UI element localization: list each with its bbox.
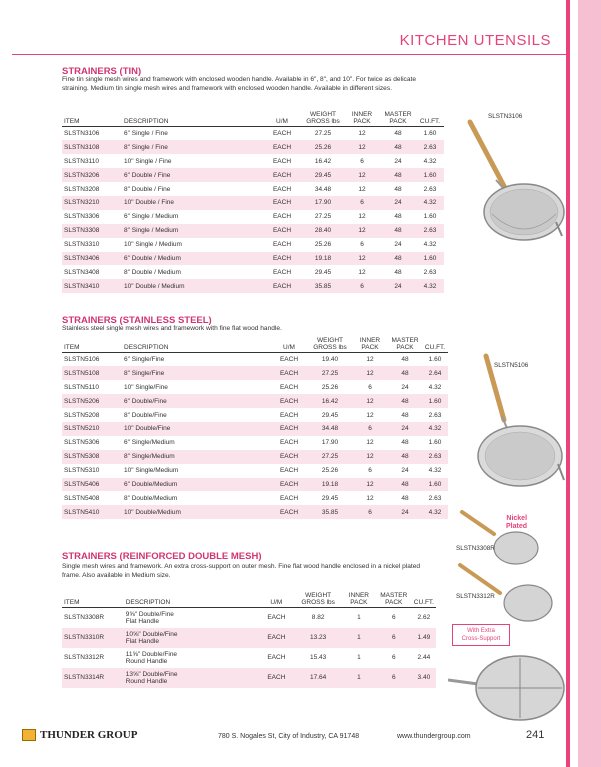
cell-item: SLSTN3308	[62, 224, 122, 238]
cell-cuft: 1.49	[412, 628, 436, 648]
cell-inner-pack: 6	[368, 383, 372, 391]
cell-description: 10" Double / Fine	[122, 196, 262, 210]
cell-cuft: 1.60	[422, 394, 448, 408]
table-row	[62, 182, 444, 196]
table-row	[62, 252, 444, 266]
cell-weight: 29.45	[302, 168, 344, 182]
cell-weight: 19.40	[321, 356, 339, 364]
cell-master-pack: 6	[391, 654, 396, 661]
cell-cuft: 2.62	[417, 614, 431, 622]
section-title-reinforced: STRAINERS (REINFORCED DOUBLE MESH)	[62, 551, 262, 562]
table-row	[62, 224, 444, 238]
cell-master-pack: 48	[388, 450, 422, 464]
cell-weight: 17.90	[302, 196, 344, 210]
table-row	[62, 238, 444, 252]
cell-um: EACH	[279, 439, 299, 447]
col-header-master-pack: MASTER PACK	[388, 337, 422, 353]
cell-um: EACH	[272, 185, 292, 193]
cell-description	[124, 648, 259, 668]
cell-um: EACH	[262, 252, 302, 266]
cell-cuft: 2.44	[417, 654, 431, 661]
cell-um: EACH	[262, 196, 302, 210]
col-header-item: ITEM	[62, 337, 122, 353]
cell-description: 6" Single/Medium	[124, 439, 175, 447]
page-title: KITCHEN UTENSILS	[399, 32, 551, 49]
col-header-description: DESCRIPTION	[122, 337, 270, 353]
table-row	[62, 279, 444, 293]
cell-description: 6" Double / Medium	[122, 252, 262, 266]
cell-inner-pack: 1	[357, 614, 361, 622]
product-label-reinforced-1: SLSTN3308R	[456, 545, 495, 552]
cell-weight: 34.48	[314, 185, 332, 193]
cell-master-pack: 24	[401, 467, 409, 475]
table-row	[62, 265, 444, 279]
cell-inner-pack: 1	[342, 668, 376, 688]
cross-support-callout	[452, 624, 510, 646]
cell-master-pack: 48	[380, 252, 416, 266]
cell-cuft: 1.60	[423, 213, 437, 221]
cell-description	[124, 608, 259, 628]
cell-inner-pack: 6	[360, 157, 364, 165]
cell-um: EACH	[279, 356, 299, 364]
cross-label-line2: Cross-Support	[461, 636, 501, 642]
cell-description: 6" Single / Fine	[124, 130, 168, 138]
cell-cuft: 4.32	[428, 383, 442, 391]
cell-cuft: 3.40	[412, 668, 436, 688]
cell-item: SLSTN5406	[62, 478, 122, 492]
col-header-cuft: CU.FT.	[416, 111, 444, 127]
cell-weight: 17.64	[294, 668, 342, 688]
cell-cuft: 4.32	[416, 196, 444, 210]
cell-inner-pack: 12	[352, 394, 388, 408]
cell-um: EACH	[270, 478, 308, 492]
spec-table-reinforced	[62, 592, 436, 688]
cell-um: EACH	[270, 394, 308, 408]
table-row	[62, 408, 448, 422]
cell-description: 8" Double/Medium	[124, 494, 178, 502]
cell-item: SLSTN3206	[62, 168, 122, 182]
cell-master-pack: 24	[380, 196, 416, 210]
cell-master-pack: 48	[380, 224, 416, 238]
cell-item: SLSTN3408	[64, 268, 100, 276]
table-row	[62, 464, 448, 478]
col-header-um: U/M	[262, 111, 302, 127]
col-header-cuft: CU.FT.	[412, 592, 436, 608]
col-header-weight: WEIGHT GROSS lbs	[294, 592, 342, 608]
cell-cuft: 2.63	[422, 450, 448, 464]
cell-item: SLSTN3110	[64, 157, 99, 165]
cell-cuft: 4.32	[428, 467, 442, 475]
pink-side-bar	[578, 0, 601, 767]
cross-label-line1: With Extra	[467, 628, 495, 634]
cell-weight: 16.42	[314, 157, 332, 165]
cell-cuft: 4.32	[422, 422, 448, 436]
cell-item: SLSTN5108	[62, 366, 122, 380]
cell-inner-pack: 12	[352, 366, 388, 380]
col-header-description: DESCRIPTION	[122, 111, 262, 127]
cell-master-pack: 24	[388, 505, 422, 519]
cell-cuft: 4.32	[422, 505, 448, 519]
cell-inner-pack: 1	[357, 654, 361, 661]
cell-master-pack: 24	[401, 383, 409, 391]
cell-weight: 25.26	[321, 467, 339, 475]
cell-inner-pack: 12	[366, 439, 374, 447]
table-row	[62, 648, 436, 668]
table-row	[62, 196, 444, 210]
cell-cuft: 1.60	[428, 439, 442, 447]
cell-description: 8" Single/Fine	[122, 366, 270, 380]
cell-um: EACH	[272, 213, 292, 221]
col-header-master-pack: MASTER PACK	[380, 111, 416, 127]
cell-cuft: 2.64	[422, 366, 448, 380]
cell-cuft: 2.63	[416, 140, 444, 154]
cell-master-pack: 48	[394, 185, 402, 193]
description-line-1: 13⅝" Double/Fine	[125, 670, 178, 678]
cell-cuft: 4.32	[423, 241, 437, 249]
col-header-inner-pack: INNER PACK	[352, 337, 388, 353]
cell-weight: 17.90	[321, 439, 339, 447]
cell-cuft: 1.60	[416, 168, 444, 182]
cell-weight: 35.85	[308, 505, 352, 519]
cell-item: SLSTN5306	[64, 439, 100, 447]
cell-item: SLSTN3306	[64, 213, 100, 221]
cell-master-pack: 48	[394, 130, 402, 138]
cell-inner-pack: 12	[344, 140, 380, 154]
cell-weight: 27.25	[314, 130, 332, 138]
brand-logo	[22, 729, 137, 741]
cell-inner-pack: 6	[368, 467, 372, 475]
section-title-stainless: STRAINERS (STAINLESS STEEL)	[62, 315, 212, 326]
cell-um: EACH	[267, 654, 286, 661]
cell-um: EACH	[279, 467, 299, 475]
cell-master-pack: 48	[380, 140, 416, 154]
strainer-image-tin	[458, 118, 568, 248]
cell-master-pack: 24	[380, 279, 416, 293]
table-row	[62, 154, 444, 168]
cell-description: 10" Double / Medium	[122, 279, 262, 293]
cell-master-pack: 48	[388, 394, 422, 408]
cell-description	[124, 668, 259, 688]
cell-um: EACH	[267, 614, 286, 622]
cell-weight: 13.23	[294, 628, 342, 648]
cell-inner-pack: 12	[352, 478, 388, 492]
table-row	[62, 478, 448, 492]
col-header-inner-pack: INNER PACK	[342, 592, 376, 608]
product-label-tin: SLSTN3106	[488, 113, 523, 120]
cell-item: SLSTN3314R	[62, 668, 124, 688]
cell-item: SLSTN5410	[62, 505, 122, 519]
cell-um: EACH	[272, 157, 292, 165]
nickel-label-line1: Nickel	[506, 515, 528, 522]
page-number: 241	[526, 729, 545, 741]
cell-um: EACH	[270, 422, 308, 436]
cell-master-pack: 24	[394, 241, 402, 249]
cell-master-pack: 48	[394, 268, 402, 276]
cell-description: 8" Double / Medium	[124, 268, 181, 276]
cell-inner-pack: 6	[344, 196, 380, 210]
cell-item: SLSTN3310R	[62, 628, 124, 648]
cell-weight: 28.40	[302, 224, 344, 238]
cell-description: 8" Double/Fine	[124, 411, 167, 419]
table-row	[62, 353, 448, 367]
cell-um: EACH	[262, 224, 302, 238]
cell-master-pack: 48	[388, 366, 422, 380]
spec-table-tin	[62, 111, 444, 293]
cell-um: EACH	[279, 494, 299, 502]
cell-inner-pack: 12	[344, 168, 380, 182]
section-description-tin: Fine tin single mesh wires and framework with enclosed wooden handle. Available in 6", 8", and 10". For twice as delicate straining. Medium tin single mesh wires and framework with enclosed wooden handle. Available in different sizes.	[62, 76, 416, 92]
cell-weight: 16.42	[308, 394, 352, 408]
description-line-2: Flat Handle	[125, 617, 159, 625]
col-header-item: ITEM	[62, 111, 122, 127]
cell-weight: 35.85	[302, 279, 344, 293]
col-header-item: ITEM	[62, 592, 124, 608]
cell-master-pack: 48	[401, 439, 409, 447]
description-line-2: Round Handle	[125, 677, 168, 685]
cell-master-pack: 48	[401, 494, 409, 502]
table-row	[62, 127, 444, 141]
cell-weight: 29.45	[314, 268, 332, 276]
cell-weight: 19.18	[302, 252, 344, 266]
cell-description: 8" Single/Medium	[122, 450, 270, 464]
cell-description: 6" Double/Fine	[122, 394, 270, 408]
table-row	[62, 668, 436, 688]
cell-master-pack: 6	[376, 668, 412, 688]
cell-um: EACH	[270, 450, 308, 464]
cell-description: 10" Single / Fine	[124, 157, 172, 165]
cell-description: 10" Single/Medium	[124, 467, 179, 475]
cell-inner-pack: 12	[366, 356, 374, 364]
footer-website[interactable]: www.thundergroup.com	[397, 733, 471, 740]
col-header-inner-pack: INNER PACK	[344, 111, 380, 127]
strainer-image-reinforced-2	[456, 555, 556, 625]
footer-address: 780 S. Nogales St, City of Industry, CA 91748	[218, 733, 360, 740]
cell-master-pack: 24	[388, 422, 422, 436]
cell-item: SLSTN3308R	[64, 614, 105, 622]
cell-master-pack: 48	[388, 478, 422, 492]
cell-description: 8" Single / Medium	[122, 224, 262, 238]
cell-description: 10" Single/Fine	[124, 383, 168, 391]
cell-weight: 15.43	[309, 654, 327, 661]
cell-um: EACH	[279, 383, 299, 391]
col-header-weight: WEIGHT GROSS lbs	[308, 337, 352, 353]
cell-cuft: 2.63	[428, 494, 442, 502]
cell-inner-pack: 1	[342, 628, 376, 648]
cell-item: SLSTN5206	[62, 394, 122, 408]
table-row	[62, 140, 444, 154]
cell-item: SLSTN3310	[64, 241, 100, 249]
cell-inner-pack: 12	[344, 224, 380, 238]
cell-item: SLSTN5310	[64, 467, 100, 475]
cell-item: SLSTN5308	[62, 450, 122, 464]
cell-inner-pack: 12	[358, 213, 366, 221]
cell-item: SLSTN5110	[64, 383, 99, 391]
cell-um: EACH	[262, 279, 302, 293]
table-row	[62, 628, 436, 648]
cell-weight: 27.25	[308, 366, 352, 380]
spec-table-stainless	[62, 337, 448, 519]
cell-item: SLSTN3410	[62, 279, 122, 293]
cell-inner-pack: 6	[360, 241, 364, 249]
cell-weight: 27.25	[308, 450, 352, 464]
cell-weight: 19.18	[308, 478, 352, 492]
cell-item: SLSTN3312R	[64, 654, 105, 661]
cell-um: EACH	[258, 668, 294, 688]
cell-description: 6" Double / Fine	[122, 168, 262, 182]
cell-um: EACH	[270, 366, 308, 380]
cell-master-pack: 48	[394, 213, 402, 221]
cell-description: 6" Double/Medium	[122, 478, 270, 492]
cell-um: EACH	[272, 130, 292, 138]
table-row	[62, 168, 444, 182]
cell-description: 6" Single / Medium	[124, 213, 179, 221]
table-row	[62, 608, 436, 628]
description-line-2: Flat Handle	[125, 637, 159, 645]
cell-master-pack: 24	[394, 157, 402, 165]
cell-cuft: 1.60	[423, 130, 437, 138]
cell-weight: 25.26	[321, 383, 339, 391]
cell-um: EACH	[262, 140, 302, 154]
cell-inner-pack: 6	[344, 279, 380, 293]
cell-cuft: 1.60	[428, 356, 442, 364]
cell-master-pack: 48	[401, 411, 409, 419]
cell-description: 10" Single / Medium	[124, 241, 182, 249]
table-row	[62, 422, 448, 436]
cell-weight: 25.26	[302, 140, 344, 154]
cell-description: 6" Single/Fine	[124, 356, 165, 364]
col-header-master-pack: MASTER PACK	[376, 592, 412, 608]
cell-description: 8" Double / Fine	[124, 185, 171, 193]
cell-inner-pack: 12	[352, 450, 388, 464]
cell-master-pack: 6	[391, 614, 396, 622]
cell-master-pack: 48	[401, 356, 409, 364]
strainer-image-cross-support	[448, 650, 566, 722]
cell-weight: 27.25	[314, 213, 332, 221]
product-label-stainless: SLSTN5106	[494, 362, 529, 369]
header-divider	[12, 54, 567, 55]
col-header-description: DESCRIPTION	[124, 592, 259, 608]
table-row	[62, 505, 448, 519]
cell-item: SLSTN5208	[64, 411, 100, 419]
cell-cuft: 2.63	[428, 411, 442, 419]
cell-weight: 29.45	[321, 411, 339, 419]
cell-inner-pack: 12	[366, 494, 374, 502]
cell-cuft: 1.60	[416, 252, 444, 266]
table-row	[62, 450, 448, 464]
cell-um: EACH	[262, 168, 302, 182]
cell-item: SLSTN3106	[64, 130, 100, 138]
description-line-1: 9⅝" Double/Fine	[125, 610, 174, 618]
cell-cuft: 4.32	[423, 157, 437, 165]
description-line-1: 11⅝" Double/Fine	[125, 650, 178, 658]
cell-um: EACH	[272, 241, 292, 249]
table-row	[62, 394, 448, 408]
cell-cuft: 2.63	[423, 268, 437, 276]
nickel-label-line2: Plated	[506, 523, 528, 530]
cell-inner-pack: 6	[352, 422, 388, 436]
cell-um: EACH	[258, 628, 294, 648]
col-header-cuft: CU.FT.	[422, 337, 448, 353]
cell-inner-pack: 12	[358, 268, 366, 276]
cell-master-pack: 6	[376, 628, 412, 648]
section-title-tin: STRAINERS (TIN)	[62, 66, 142, 77]
product-label-reinforced-2: SLSTN3312R	[456, 593, 495, 600]
col-header-weight: WEIGHT GROSS lbs	[302, 111, 344, 127]
cell-inner-pack: 12	[366, 411, 374, 419]
brand-name: THUNDER GROUP	[40, 729, 138, 741]
cell-cuft: 2.63	[416, 224, 444, 238]
cell-item: SLSTN3208	[64, 185, 100, 193]
description-line-2: Round Handle	[125, 657, 168, 665]
cell-weight: 29.45	[321, 494, 339, 502]
cell-weight: 25.26	[314, 241, 332, 249]
table-row	[62, 366, 448, 380]
col-header-um: U/M	[258, 592, 294, 608]
cell-um: EACH	[279, 411, 299, 419]
cell-master-pack: 48	[380, 168, 416, 182]
cell-cuft: 2.63	[423, 185, 437, 193]
cell-item: SLSTN5210	[62, 422, 122, 436]
table-row	[62, 380, 448, 394]
cell-weight: 8.82	[311, 614, 325, 622]
cell-inner-pack: 12	[358, 185, 366, 193]
cell-inner-pack: 12	[358, 130, 366, 138]
table-row	[62, 491, 448, 505]
cell-inner-pack: 6	[352, 505, 388, 519]
cell-item: SLSTN3210	[62, 196, 122, 210]
cell-inner-pack: 12	[344, 252, 380, 266]
cell-um: EACH	[270, 505, 308, 519]
cell-cuft: 4.32	[416, 279, 444, 293]
cell-item: SLSTN3108	[62, 140, 122, 154]
section-description-reinforced: Single mesh wires and framework. An extra cross-support on outer mesh. Fine flat wood handle enclosed in a nickel plated frame. Also available in Medium size.	[62, 563, 421, 579]
cell-description: 10" Double/Medium	[122, 505, 270, 519]
cell-description: 8" Single / Fine	[122, 140, 262, 154]
cell-description	[124, 628, 259, 648]
table-row	[62, 210, 444, 224]
col-header-um: U/M	[270, 337, 308, 353]
cell-cuft: 1.60	[422, 478, 448, 492]
cell-description: 10" Double/Fine	[122, 422, 270, 436]
cell-um: EACH	[272, 268, 292, 276]
description-line-1: 10⅝" Double/Fine	[125, 630, 178, 638]
cell-weight: 34.48	[308, 422, 352, 436]
cell-item: SLSTN3406	[62, 252, 122, 266]
brand-mark-icon	[22, 729, 36, 741]
table-row	[62, 436, 448, 450]
cell-item: SLSTN5408	[64, 494, 100, 502]
cell-item: SLSTN5106	[64, 356, 100, 364]
section-description-stainless: Stainless steel single mesh wires and framework with fine flat wood handle.	[62, 325, 282, 332]
strainer-image-stainless	[458, 352, 568, 492]
